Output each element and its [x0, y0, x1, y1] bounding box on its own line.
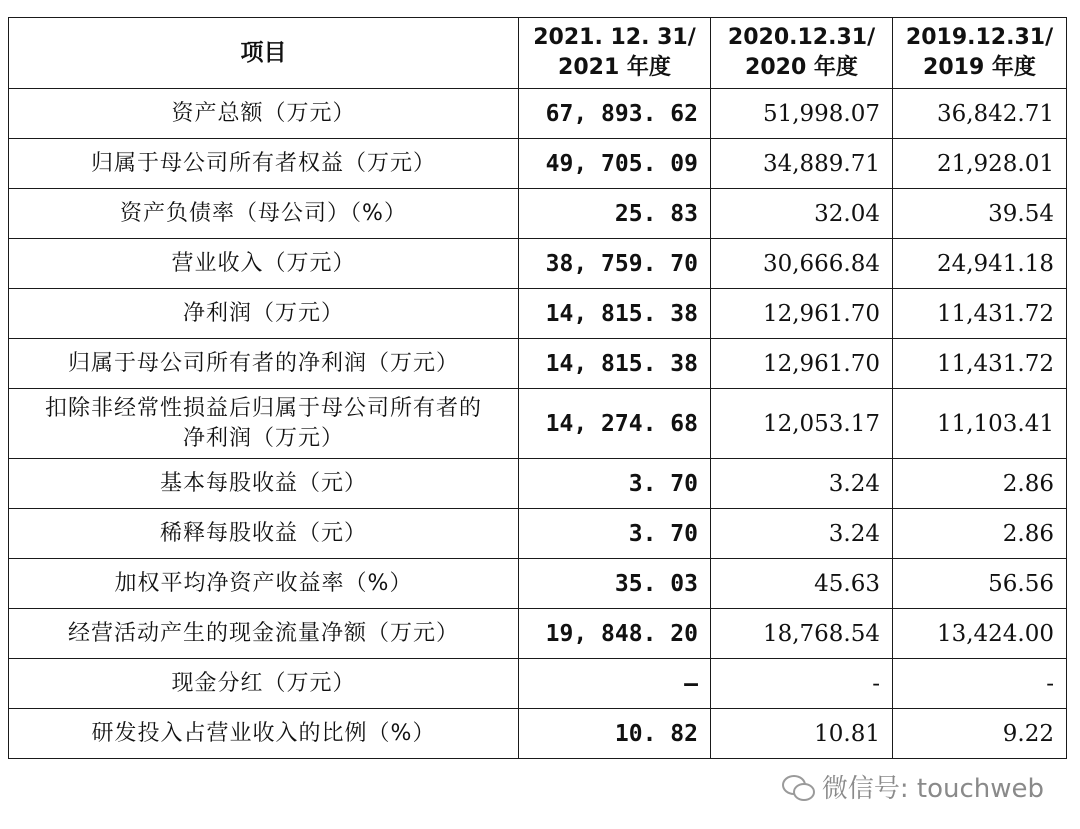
table-row: [9, 139, 1067, 189]
value-2020: 34,889.71: [711, 139, 893, 189]
row-label: 营业收入（万元）: [9, 239, 519, 289]
table-header-row: [9, 18, 1067, 89]
value-2021: 49, 705. 09: [519, 139, 711, 189]
value-2021: 67, 893. 62: [519, 89, 711, 139]
row-label-line2: 净利润（万元）: [182, 425, 344, 451]
header-2021: [519, 18, 711, 89]
row-label: 经营活动产生的现金流量净额（万元）: [9, 609, 519, 659]
value-2021: 38, 759. 70: [519, 239, 711, 289]
row-label: 资产负债率（母公司）（%）: [9, 189, 519, 239]
header-2019: [893, 18, 1067, 89]
value-2020: 12,053.17: [711, 389, 893, 459]
value-2019: 24,941.18: [893, 239, 1067, 289]
value-2020: -: [711, 659, 893, 709]
row-label: 净利润（万元）: [9, 289, 519, 339]
row-label: 归属于母公司所有者权益（万元）: [9, 139, 519, 189]
table-row: [9, 339, 1067, 389]
value-2021: 25. 83: [519, 189, 711, 239]
value-2021: 3. 70: [519, 459, 711, 509]
header-2021-year: 2021 年度: [558, 55, 671, 80]
header-2021-date: 2021. 12. 31/: [533, 25, 696, 50]
value-2020: 18,768.54: [711, 609, 893, 659]
value-2019: 2.86: [893, 509, 1067, 559]
value-2019: 11,103.41: [893, 389, 1067, 459]
table-row: [9, 289, 1067, 339]
value-2019: 21,928.01: [893, 139, 1067, 189]
row-label: 稀释每股收益（元）: [9, 509, 519, 559]
value-2021: 10. 82: [519, 709, 711, 759]
value-2019: 39.54: [893, 189, 1067, 239]
value-2020: 3.24: [711, 509, 893, 559]
table-row: [9, 239, 1067, 289]
header-2020-year: 2020 年度: [745, 55, 858, 80]
row-label: 归属于母公司所有者的净利润（万元）: [9, 339, 519, 389]
financial-summary-table: [8, 17, 1067, 759]
value-2020: 3.24: [711, 459, 893, 509]
value-2020: 30,666.84: [711, 239, 893, 289]
value-2020: 10.81: [711, 709, 893, 759]
value-2021: 14, 815. 38: [519, 339, 711, 389]
row-label: 资产总额（万元）: [9, 89, 519, 139]
value-2019: 56.56: [893, 559, 1067, 609]
header-2019-year: 2019 年度: [923, 55, 1036, 80]
value-2019: 9.22: [893, 709, 1067, 759]
row-label: 现金分红（万元）: [9, 659, 519, 709]
value-2020: 32.04: [711, 189, 893, 239]
value-2020: 12,961.70: [711, 339, 893, 389]
row-label: 基本每股收益（元）: [9, 459, 519, 509]
value-2021: 35. 03: [519, 559, 711, 609]
row-label: 加权平均净资产收益率（%）: [9, 559, 519, 609]
value-2021: 19, 848. 20: [519, 609, 711, 659]
table-row: [9, 659, 1067, 709]
row-label: [9, 389, 519, 459]
table-row: [9, 709, 1067, 759]
row-label: 研发投入占营业收入的比例（%）: [9, 709, 519, 759]
value-2021: –: [519, 659, 711, 709]
value-2019: 36,842.71: [893, 89, 1067, 139]
table-row: [9, 89, 1067, 139]
value-2019: 11,431.72: [893, 339, 1067, 389]
value-2020: 45.63: [711, 559, 893, 609]
table-row: [9, 389, 1067, 459]
value-2021: 14, 815. 38: [519, 289, 711, 339]
table-row: [9, 559, 1067, 609]
watermark: [782, 768, 1044, 805]
value-2019: 2.86: [893, 459, 1067, 509]
watermark-text: 微信号: touchweb: [821, 774, 1044, 804]
value-2019: 13,424.00: [893, 609, 1067, 659]
table-row: [9, 509, 1067, 559]
table-row: [9, 609, 1067, 659]
value-2020: 51,998.07: [711, 89, 893, 139]
header-2020: [711, 18, 893, 89]
table-row: [9, 459, 1067, 509]
value-2020: 12,961.70: [711, 289, 893, 339]
value-2019: -: [893, 659, 1067, 709]
header-item: 项目: [9, 18, 519, 89]
header-2019-date: 2019.12.31/: [905, 25, 1054, 50]
value-2021: 3. 70: [519, 509, 711, 559]
value-2021: 14, 274. 68: [519, 389, 711, 459]
row-label-line1: 扣除非经常性损益后归属于母公司所有者的: [44, 395, 482, 421]
financial-summary-table-container: [8, 17, 1066, 759]
header-2020-date: 2020.12.31/: [727, 25, 876, 50]
table-row: [9, 189, 1067, 239]
value-2019: 11,431.72: [893, 289, 1067, 339]
wechat-icon: [782, 773, 814, 801]
